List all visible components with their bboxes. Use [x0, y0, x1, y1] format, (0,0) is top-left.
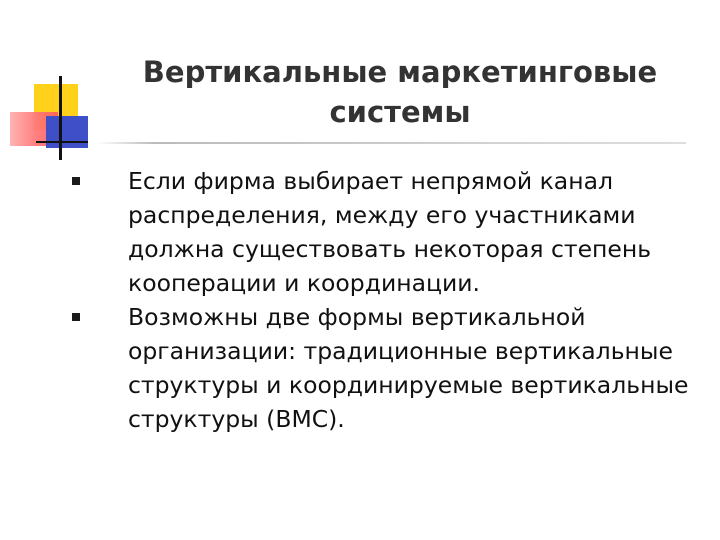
bullet-item [68, 300, 698, 436]
slide-title: Вертикальные маркетинговые системы [142, 55, 658, 129]
blue-square [46, 116, 88, 148]
bullet-list [68, 164, 698, 436]
square-bullet-icon [72, 177, 80, 185]
bullet-text: Если фирма выбирает непрямой канал распределения, между его участниками должна существовать некоторая степень кооперации и координации. [128, 167, 652, 297]
vertical-rule [59, 76, 62, 160]
square-bullet-icon [72, 313, 80, 321]
decorative-logo [0, 0, 120, 170]
title-underline [96, 142, 686, 144]
bullet-item [68, 164, 698, 300]
bullet-text: Возможны две формы вертикальной организации: традиционные вертикальные структуры и координируемые вертикальные структуры (ВМС). [128, 303, 689, 433]
horizontal-rule [36, 141, 88, 143]
